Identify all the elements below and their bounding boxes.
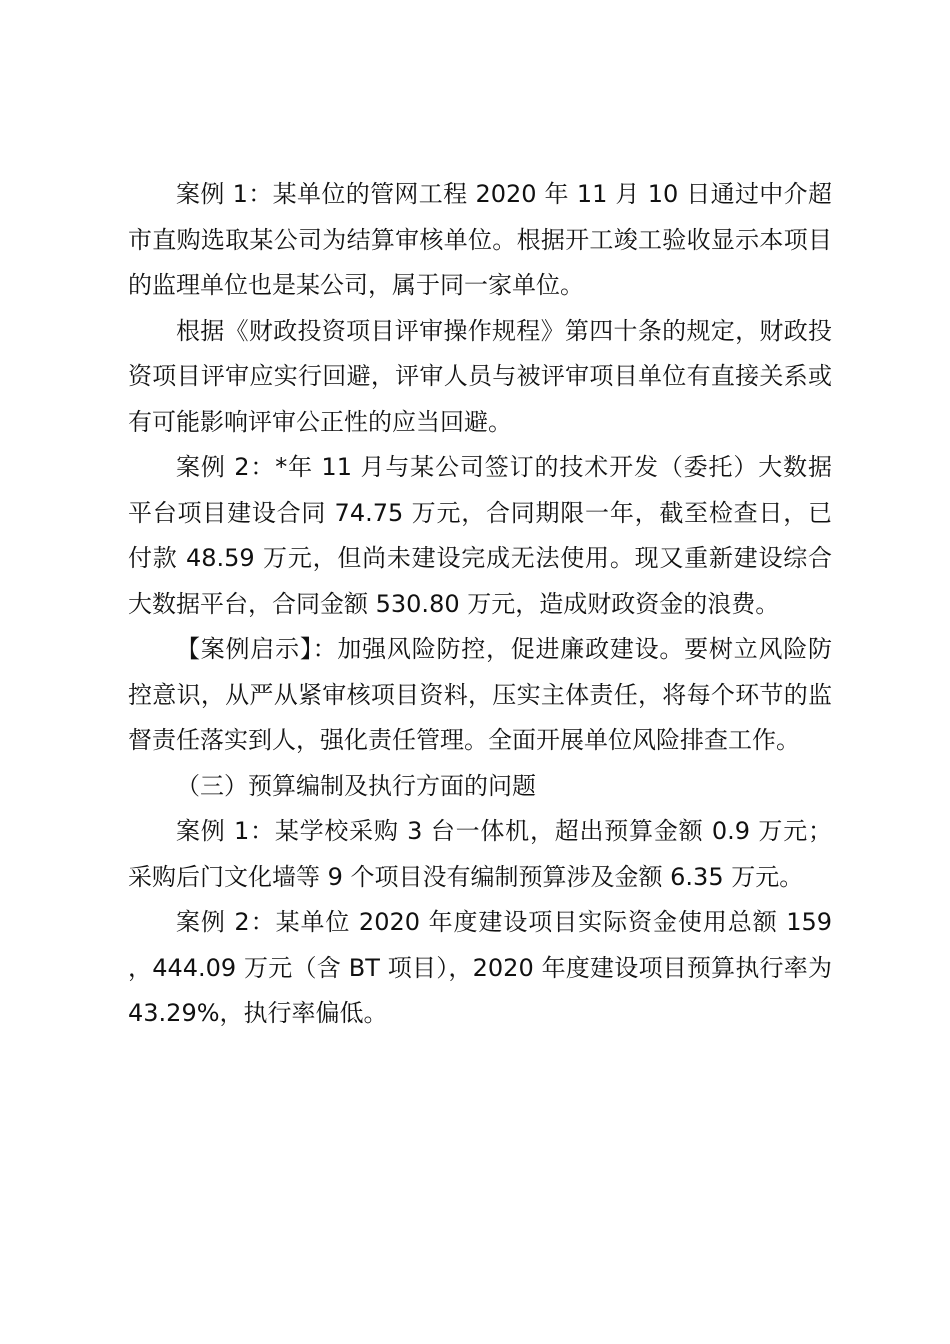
paragraph-case-2-data-platform: 案例 2：*年 11 月与某公司签订的技术开发（委托）大数据平台项目建设合同 74.75 万元，合同期限一年，截至检查日，已付款 48.59 万元，但尚未建设完成无法使用。现又重新建设综合大数据平台，合同金额 530.80 万元，造成财政资金的浪费。 [128, 453, 832, 618]
paragraph-budget-case-2: 案例 2：某单位 2020 年度建设项目实际资金使用总额 159，444.09 万元（含 BT 项目），2020 年度建设项目预算执行率为 43.29%，执行率偏低。 [128, 908, 832, 1027]
paragraph-case-1-pipeline: 案例 1：某单位的管网工程 2020 年 11 月 10 日通过中介超市直购选取某公司为结算审核单位。根据开工竣工验收显示本项目的监理单位也是某公司，属于同一家单位。 [128, 180, 832, 299]
paragraph-budget-case-1: 案例 1：某学校采购 3 台一体机，超出预算金额 0.9 万元；采购后门文化墙等 9 个项目没有编制预算涉及金额 6.35 万元。 [128, 817, 832, 891]
paragraph-case-insight: 【案例启示】：加强风险防控，促进廉政建设。要树立风险防控意识，从严从紧审核项目资料，压实主体责任，将每个环节的监督责任落实到人，强化责任管理。全面开展单位风险排查工作。 [128, 635, 832, 754]
section-heading-budget: （三）预算编制及执行方面的问题 [176, 771, 536, 800]
paragraph-avoidance-rule: 根据《财政投资项目评审操作规程》第四十条的规定，财政投资项目评审应实行回避，评审人员与被评审项目单位有直接关系或有可能影响评审公正性的应当回避。 [128, 316, 832, 436]
document-body [128, 172, 832, 1037]
